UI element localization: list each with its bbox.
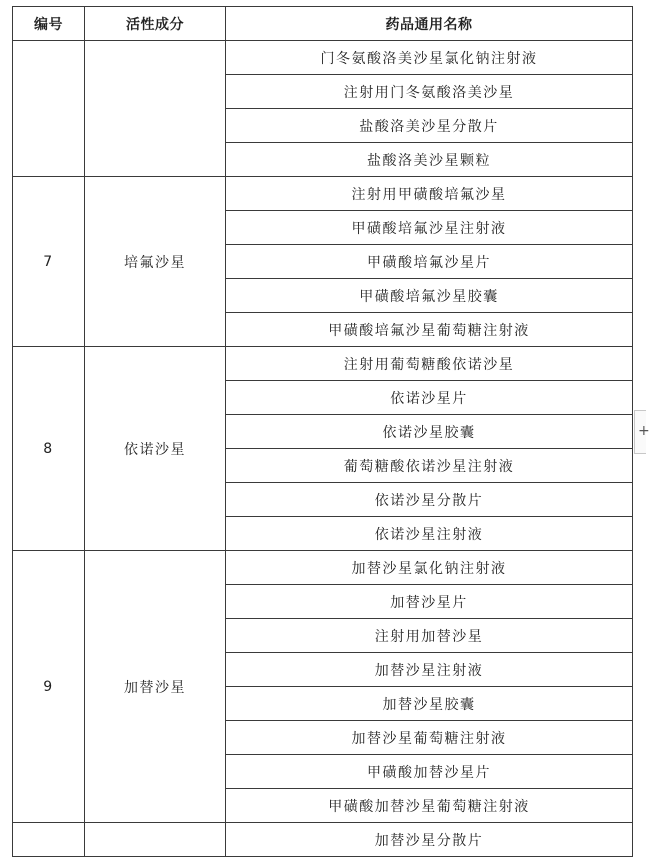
drug-name-cell: 甲磺酸培氟沙星葡萄糖注射液 bbox=[226, 313, 633, 347]
drug-name-cell: 甲磺酸培氟沙星注射液 bbox=[226, 211, 633, 245]
drug-name-cell: 注射用葡萄糖酸依诺沙星 bbox=[226, 347, 633, 381]
drug-table bbox=[12, 6, 633, 857]
drug-name-cell: 甲磺酸加替沙星片 bbox=[226, 755, 633, 789]
table-row bbox=[13, 41, 633, 75]
drug-name-cell: 甲磺酸加替沙星葡萄糖注射液 bbox=[226, 789, 633, 823]
ingredient-cell bbox=[85, 41, 226, 177]
drug-name-cell: 加替沙星葡萄糖注射液 bbox=[226, 721, 633, 755]
group-id-cell: 7 bbox=[13, 177, 85, 347]
drug-name-cell: 依诺沙星片 bbox=[226, 381, 633, 415]
plus-icon: + bbox=[638, 423, 650, 439]
header-drug-name: 药品通用名称 bbox=[226, 7, 633, 41]
side-expand-tab[interactable] bbox=[634, 410, 650, 454]
drug-name-cell: 注射用加替沙星 bbox=[226, 619, 633, 653]
ingredient-cell: 培氟沙星 bbox=[85, 177, 226, 347]
drug-name-cell: 加替沙星胶囊 bbox=[226, 687, 633, 721]
table-body bbox=[13, 41, 633, 857]
table-row bbox=[13, 347, 633, 381]
ingredient-cell bbox=[85, 823, 226, 857]
header-id: 编号 bbox=[13, 7, 85, 41]
group-id-cell: 9 bbox=[13, 551, 85, 823]
group-id-cell bbox=[13, 41, 85, 177]
table-row bbox=[13, 823, 633, 857]
drug-name-cell: 甲磺酸培氟沙星胶囊 bbox=[226, 279, 633, 313]
drug-name-cell: 依诺沙星胶囊 bbox=[226, 415, 633, 449]
group-id-cell bbox=[13, 823, 85, 857]
drug-name-cell: 甲磺酸培氟沙星片 bbox=[226, 245, 633, 279]
drug-name-cell: 注射用甲磺酸培氟沙星 bbox=[226, 177, 633, 211]
drug-name-cell: 依诺沙星分散片 bbox=[226, 483, 633, 517]
group-id-cell: 8 bbox=[13, 347, 85, 551]
drug-name-cell: 加替沙星注射液 bbox=[226, 653, 633, 687]
ingredient-cell: 依诺沙星 bbox=[85, 347, 226, 551]
header-row bbox=[13, 7, 633, 41]
drug-name-cell: 盐酸洛美沙星颗粒 bbox=[226, 143, 633, 177]
drug-name-cell: 注射用门冬氨酸洛美沙星 bbox=[226, 75, 633, 109]
drug-name-cell: 加替沙星片 bbox=[226, 585, 633, 619]
ingredient-cell: 加替沙星 bbox=[85, 551, 226, 823]
drug-name-cell: 葡萄糖酸依诺沙星注射液 bbox=[226, 449, 633, 483]
table-row bbox=[13, 177, 633, 211]
header-ingredient: 活性成分 bbox=[85, 7, 226, 41]
drug-name-cell: 加替沙星分散片 bbox=[226, 823, 633, 857]
drug-name-cell: 加替沙星氯化钠注射液 bbox=[226, 551, 633, 585]
drug-name-cell: 门冬氨酸洛美沙星氯化钠注射液 bbox=[226, 41, 633, 75]
drug-name-cell: 依诺沙星注射液 bbox=[226, 517, 633, 551]
drug-name-cell: 盐酸洛美沙星分散片 bbox=[226, 109, 633, 143]
table-row bbox=[13, 551, 633, 585]
